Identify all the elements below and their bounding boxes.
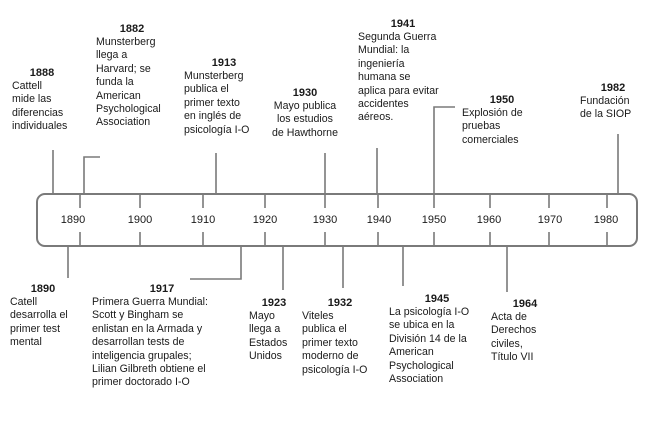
decade-label: 1940 [366,214,392,226]
event-text: Fundación de la SIOP [580,95,632,121]
event-above [96,22,168,130]
event-text: Acta de Derechos civiles, Título VII [491,311,537,364]
decade-label: 1890 [60,214,86,226]
decade-label: 1900 [127,214,153,226]
event-year: 1913 [211,57,237,69]
event-year: 1945 [424,293,450,305]
decade-label: 1950 [421,214,447,226]
decade-label: 1910 [190,214,216,226]
event-year: 1882 [119,23,145,35]
event-text: Explosión de pruebas comerciales [462,107,523,146]
event-above [272,86,338,140]
event-text: Cattell mide las diferencias individuales [12,80,68,133]
decade-label: 1960 [476,214,502,226]
event-text: Munsterberg llega a Harvard; se funda la American Psychological Association [96,36,161,129]
event-below [491,297,559,365]
event-year: 1982 [600,82,626,94]
event-above [358,17,448,125]
event-text: Viteles publica el primer texto moderno de psicología I-O [302,310,368,376]
event-above [184,56,264,137]
event-year: 1932 [327,297,353,309]
event-year: 1941 [390,18,416,30]
event-text: Mayo publica los estudios de Hawthorne [272,100,338,139]
decade-label: 1980 [593,214,619,226]
event-above [12,66,72,134]
event-year: 1930 [292,87,318,99]
event-year: 1964 [512,298,538,310]
event-year: 1888 [29,67,55,79]
event-year: 1917 [149,283,175,295]
event-below [92,282,232,390]
event-below [389,292,485,386]
event-text: Primera Guerra Mundial: Scott y Bingham se enlistan en la Armada y desarrollan tests de inteligencia grupales; Lilian Gilbreth obtiene el primer doctorado I-O [92,296,208,389]
event-year: 1950 [489,94,515,106]
decade-label: 1930 [312,214,338,226]
event-below [302,296,378,377]
event-text: Mayo llega a Estados Unidos [249,310,288,363]
event-year: 1923 [261,297,287,309]
decade-label: 1970 [537,214,563,226]
event-text: Catell desarrolla el primer test mental [10,296,68,349]
event-below [10,282,76,350]
event-text: Munsterberg publica el primer texto en inglés de psicología I-O [184,70,250,136]
event-above [580,81,646,122]
event-text: Segunda Guerra Mundial: la ingeniería humana se aplica para evitar accidentes aéreos. [358,31,439,124]
event-below [249,296,299,364]
event-text: La psicología I-O se ubica en la División 14 de la American Psychological Association [389,306,470,386]
decade-label: 1920 [252,214,278,226]
event-year: 1890 [30,283,56,295]
event-above [462,93,542,147]
